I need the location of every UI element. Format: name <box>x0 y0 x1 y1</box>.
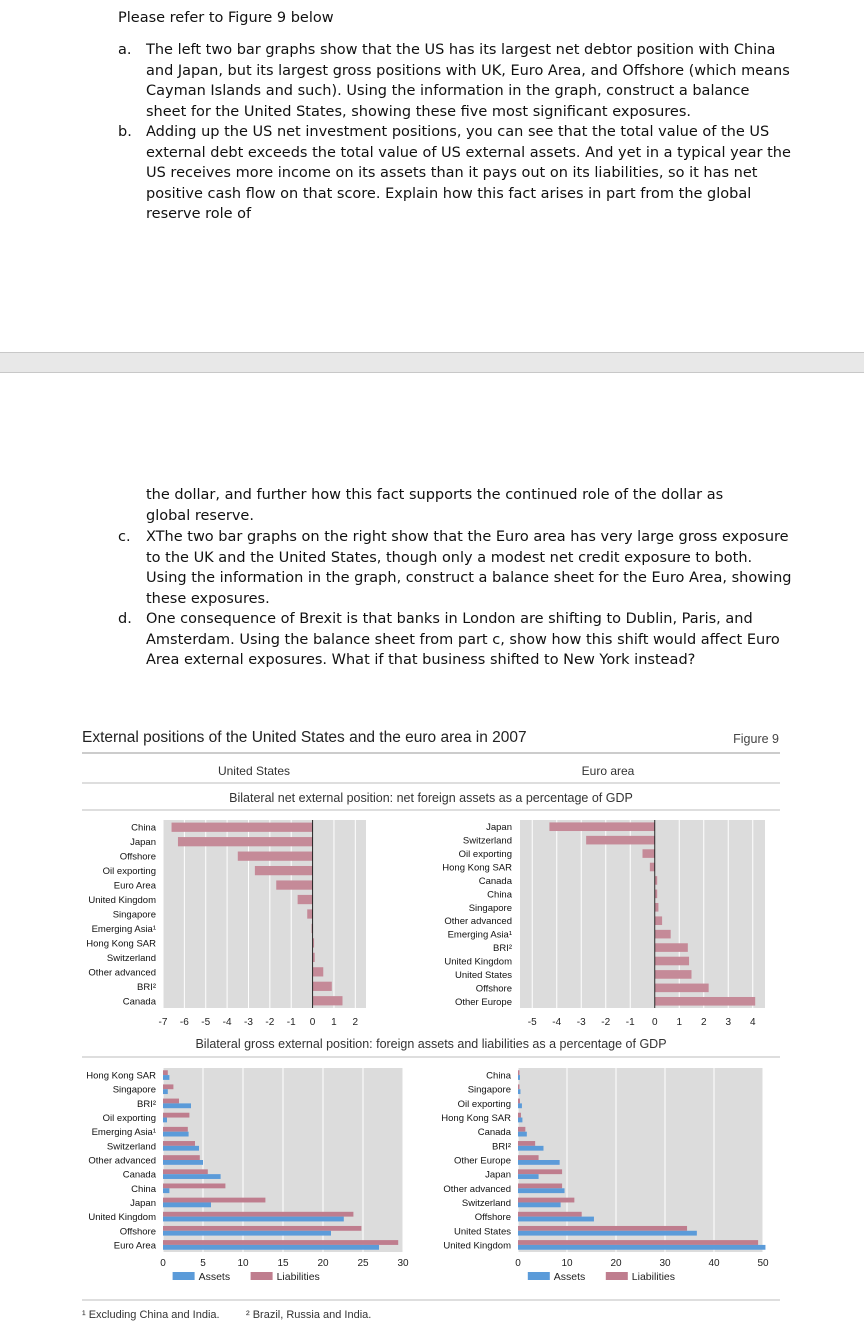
category-label: Emerging Asia¹ <box>91 1127 156 1139</box>
category-label: China <box>131 822 156 834</box>
category-label: Offshore <box>119 1226 156 1238</box>
category-label: Emerging Asia¹ <box>91 923 156 935</box>
net-bar <box>313 967 324 976</box>
net-bar <box>238 852 313 861</box>
x-tick-label: 0 <box>651 1017 658 1028</box>
page-break-divider <box>0 352 864 373</box>
category-label: BRI² <box>137 1098 156 1110</box>
x-tick-label: -4 <box>222 1017 232 1028</box>
category-label: Switzerland <box>106 952 156 964</box>
liabilities-bar <box>163 1070 168 1075</box>
liabilities-bar <box>518 1169 562 1174</box>
category-label: Hong Kong SAR <box>86 938 156 950</box>
net-bar <box>313 996 343 1005</box>
category-label: Singapore <box>468 902 512 914</box>
category-label: BRI² <box>492 1141 511 1153</box>
x-tick-label: 30 <box>397 1258 409 1269</box>
category-label: BRI² <box>493 943 512 955</box>
liabilities-bar <box>163 1141 195 1146</box>
liabilities-bar <box>163 1113 189 1118</box>
net-bar <box>178 837 313 846</box>
liabilities-bar <box>518 1084 519 1089</box>
category-label: Offshore <box>475 983 512 995</box>
category-label: Japan <box>130 837 156 849</box>
legend-label-assets: Assets <box>553 1271 586 1283</box>
question-d <box>118 609 794 671</box>
net-bar <box>655 970 692 979</box>
x-tick-label: 5 <box>200 1258 206 1269</box>
assets-bar <box>163 1202 211 1207</box>
x-tick-label: 15 <box>277 1258 289 1269</box>
x-tick-label: 10 <box>561 1258 573 1269</box>
net-bar <box>313 982 332 991</box>
net-bar <box>643 849 655 858</box>
category-label: Euro Area <box>113 1240 156 1252</box>
x-tick-label: -4 <box>552 1017 562 1028</box>
assets-bar <box>518 1202 561 1207</box>
liabilities-bar <box>163 1084 173 1089</box>
liabilities-bar <box>518 1183 562 1188</box>
assets-bar <box>163 1075 169 1080</box>
chart-euro-net <box>442 820 765 1028</box>
category-label: Other advanced <box>443 1183 511 1195</box>
x-tick-label: 1 <box>331 1017 337 1028</box>
liabilities-bar <box>163 1099 179 1104</box>
assets-bar <box>518 1231 697 1236</box>
x-tick-label: 0 <box>309 1017 316 1028</box>
net-bar <box>655 943 688 952</box>
figure-label: Figure 9 <box>733 732 779 746</box>
net-bar <box>655 957 689 966</box>
legend-swatch-assets <box>173 1272 195 1280</box>
liabilities-bar <box>163 1127 188 1132</box>
x-tick-label: -3 <box>576 1017 586 1028</box>
category-label: Singapore <box>467 1084 511 1096</box>
liabilities-bar <box>518 1212 582 1217</box>
category-label: Oil exporting <box>457 1098 511 1110</box>
assets-bar <box>518 1103 522 1108</box>
net-bar <box>586 836 655 845</box>
x-tick-label: -6 <box>179 1017 189 1028</box>
footnote-1: ¹ Excluding China and India. <box>82 1309 220 1321</box>
liabilities-bar <box>163 1198 265 1203</box>
assets-bar <box>163 1245 379 1250</box>
euro-header: Euro area <box>581 764 635 778</box>
liabilities-bar <box>518 1070 519 1075</box>
net-subtitle: Bilateral net external position: net foreign assets as a percentage of GDP <box>229 791 633 805</box>
x-tick-label: -2 <box>601 1017 611 1028</box>
legend-label-assets: Assets <box>198 1271 231 1283</box>
assets-bar <box>518 1174 539 1179</box>
category-label: Other advanced <box>88 967 156 979</box>
assets-bar <box>163 1188 169 1193</box>
assets-bar <box>518 1118 522 1123</box>
category-label: Canada <box>122 1169 156 1181</box>
plot-background <box>163 820 366 1008</box>
question-text: One consequence of Brexit is that banks in London are shifting to Dublin, Paris, and Amsterdam. Using the balance sheet from part c, show how this shift would affect Euro Area external exposures. What if that business shifted to New York instead? <box>146 611 780 668</box>
question-a <box>118 40 794 122</box>
liabilities-bar <box>518 1127 525 1132</box>
question-b-continuation: the dollar, and further how this fact supports the continued role of the dollar as global reserve. <box>146 487 724 524</box>
category-label: Other advanced <box>444 916 512 928</box>
liabilities-bar <box>518 1099 520 1104</box>
x-tick-label: 0 <box>160 1258 166 1269</box>
question-marker: c. <box>118 529 131 545</box>
liabilities-bar <box>518 1141 535 1146</box>
x-tick-label: 2 <box>352 1017 359 1028</box>
assets-bar <box>518 1217 594 1222</box>
us-header: United States <box>217 764 291 778</box>
x-tick-label: 20 <box>610 1258 622 1269</box>
category-label: Hong Kong SAR <box>442 862 512 874</box>
footnote-2: ² Brazil, Russia and India. <box>246 1309 372 1321</box>
legend-swatch-liabilities <box>606 1272 628 1280</box>
assets-bar <box>163 1160 203 1165</box>
net-bar <box>650 863 655 872</box>
liabilities-bar <box>163 1155 200 1160</box>
assets-bar <box>518 1075 520 1080</box>
assets-bar <box>518 1160 560 1165</box>
net-bar <box>655 916 662 925</box>
category-label: Switzerland <box>106 1141 156 1153</box>
legend-label-liabilities: Liabilities <box>631 1271 676 1283</box>
x-tick-label: 1 <box>676 1017 683 1028</box>
category-label: Japan <box>130 1197 156 1209</box>
category-label: Oil exporting <box>102 866 156 878</box>
assets-bar <box>518 1089 520 1094</box>
legend-label-liabilities: Liabilities <box>276 1271 320 1283</box>
assets-bar <box>163 1174 221 1179</box>
legend-swatch-assets <box>528 1272 550 1280</box>
category-label: Hong Kong SAR <box>86 1070 156 1082</box>
question-marker: d. <box>118 611 132 627</box>
question-marker: a. <box>118 42 132 58</box>
net-bar <box>276 880 312 889</box>
question-b <box>118 122 794 225</box>
legend-swatch-liabilities <box>251 1272 273 1280</box>
category-label: Oil exporting <box>102 1113 156 1125</box>
x-tick-label: -5 <box>201 1017 211 1028</box>
net-bar <box>655 984 709 993</box>
category-label: Other Europe <box>454 996 512 1008</box>
liabilities-bar <box>518 1198 574 1203</box>
category-label: Switzerland <box>461 1197 511 1209</box>
x-tick-label: 30 <box>659 1258 671 1269</box>
category-label: China <box>131 1183 156 1195</box>
question-list-part2 <box>118 527 794 671</box>
liabilities-bar <box>163 1183 225 1188</box>
assets-bar <box>518 1132 527 1137</box>
question-c <box>118 527 794 609</box>
category-label: Japan <box>485 1169 511 1181</box>
net-bar <box>172 823 313 832</box>
liabilities-bar <box>518 1240 758 1245</box>
question-text: Adding up the US net investment positions, you can see that the total value of the US external debt exceeds the total value of US external assets. And yet in a typical year the US receives more income on its assets than it pays out on its liabilities, so it has net positive cash flow on that score. Explain how this fact arises in part from the global reserve role of <box>146 124 791 222</box>
x-tick-label: 4 <box>749 1017 756 1028</box>
question-text: XThe two bar graphs on the right show that the Euro area has very large gross exposure to the UK and the United States, though only a modest net credit exposure to both. Using the information in the graph, construct a balance sheet for the Euro Area, showing these exposures. <box>146 529 792 607</box>
liabilities-bar <box>163 1226 361 1231</box>
x-tick-label: 50 <box>757 1258 769 1269</box>
x-tick-label: -3 <box>244 1017 253 1028</box>
x-tick-label: 20 <box>317 1258 329 1269</box>
category-label: United Kingdom <box>88 1212 156 1224</box>
assets-bar <box>163 1089 168 1094</box>
category-label: United States <box>453 1226 511 1238</box>
assets-bar <box>518 1146 543 1151</box>
liabilities-bar <box>518 1155 539 1160</box>
liabilities-bar <box>163 1240 398 1245</box>
category-label: United Kingdom <box>88 895 156 907</box>
category-label: Euro Area <box>113 880 156 892</box>
question-list-part1 <box>118 40 794 225</box>
category-label: Other Europe <box>453 1155 511 1167</box>
category-label: Emerging Asia¹ <box>447 929 512 941</box>
category-label: Oil exporting <box>458 849 512 861</box>
x-tick-label: 40 <box>708 1258 720 1269</box>
liabilities-bar <box>518 1113 521 1118</box>
category-label: Offshore <box>474 1212 511 1224</box>
x-tick-label: 25 <box>357 1258 369 1269</box>
liabilities-bar <box>518 1226 687 1231</box>
x-tick-label: -1 <box>625 1017 635 1028</box>
category-label: BRI² <box>137 981 156 993</box>
category-label: Japan <box>486 822 512 834</box>
net-bar <box>298 895 313 904</box>
category-label: United Kingdom <box>443 1240 511 1252</box>
chart-euro-gross <box>441 1068 769 1283</box>
assets-bar <box>163 1118 167 1123</box>
assets-bar <box>163 1146 199 1151</box>
category-label: Singapore <box>112 909 156 921</box>
net-bar <box>255 866 313 875</box>
x-tick-label: 2 <box>700 1017 707 1028</box>
category-label: China <box>487 889 512 901</box>
assets-bar <box>163 1103 191 1108</box>
category-label: Singapore <box>112 1084 156 1096</box>
category-label: United States <box>454 969 512 981</box>
liabilities-bar <box>163 1212 353 1217</box>
net-bar <box>549 822 654 831</box>
category-label: Hong Kong SAR <box>441 1113 511 1125</box>
question-marker: b. <box>118 124 132 140</box>
chart-us-net <box>86 820 366 1028</box>
assets-bar <box>518 1188 565 1193</box>
figure-9 <box>0 692 864 1332</box>
net-bar <box>655 997 755 1006</box>
x-tick-label: 3 <box>725 1017 732 1028</box>
category-label: United Kingdom <box>444 956 512 968</box>
x-tick-label: -5 <box>527 1017 537 1028</box>
x-tick-label: -7 <box>158 1017 168 1028</box>
figure-title: External positions of the United States and the euro area in 2007 <box>82 729 527 746</box>
x-tick-label: -2 <box>265 1017 275 1028</box>
chart-us-gross <box>86 1068 409 1283</box>
x-tick-label: 10 <box>237 1258 249 1269</box>
category-label: Canada <box>477 1127 511 1139</box>
category-label: Switzerland <box>462 835 512 847</box>
category-label: Other advanced <box>88 1155 156 1167</box>
x-tick-label: 0 <box>515 1258 521 1269</box>
category-label: Offshore <box>119 851 156 863</box>
assets-bar <box>518 1245 765 1250</box>
intro-text: Please refer to Figure 9 below <box>118 10 334 26</box>
assets-bar <box>163 1132 189 1137</box>
net-bar <box>307 909 312 918</box>
x-tick-label: -1 <box>286 1017 296 1028</box>
question-text: The left two bar graphs show that the US has its largest net debtor position with China and Japan, but its largest gross positions with UK, Euro Area, and Offshore (which means Cayman Islands and such). Using the information in the graph, construct a balance sheet for the United States, showing these five most significant exposures. <box>146 42 790 120</box>
category-label: Canada <box>478 875 512 887</box>
net-bar <box>655 903 659 912</box>
assets-bar <box>163 1231 331 1236</box>
category-label: Canada <box>122 996 156 1008</box>
liabilities-bar <box>163 1169 208 1174</box>
gross-subtitle: Bilateral gross external position: foreign assets and liabilities as a percentage of GDP <box>195 1037 667 1051</box>
assets-bar <box>163 1217 344 1222</box>
net-bar <box>655 930 671 939</box>
category-label: China <box>486 1070 511 1082</box>
